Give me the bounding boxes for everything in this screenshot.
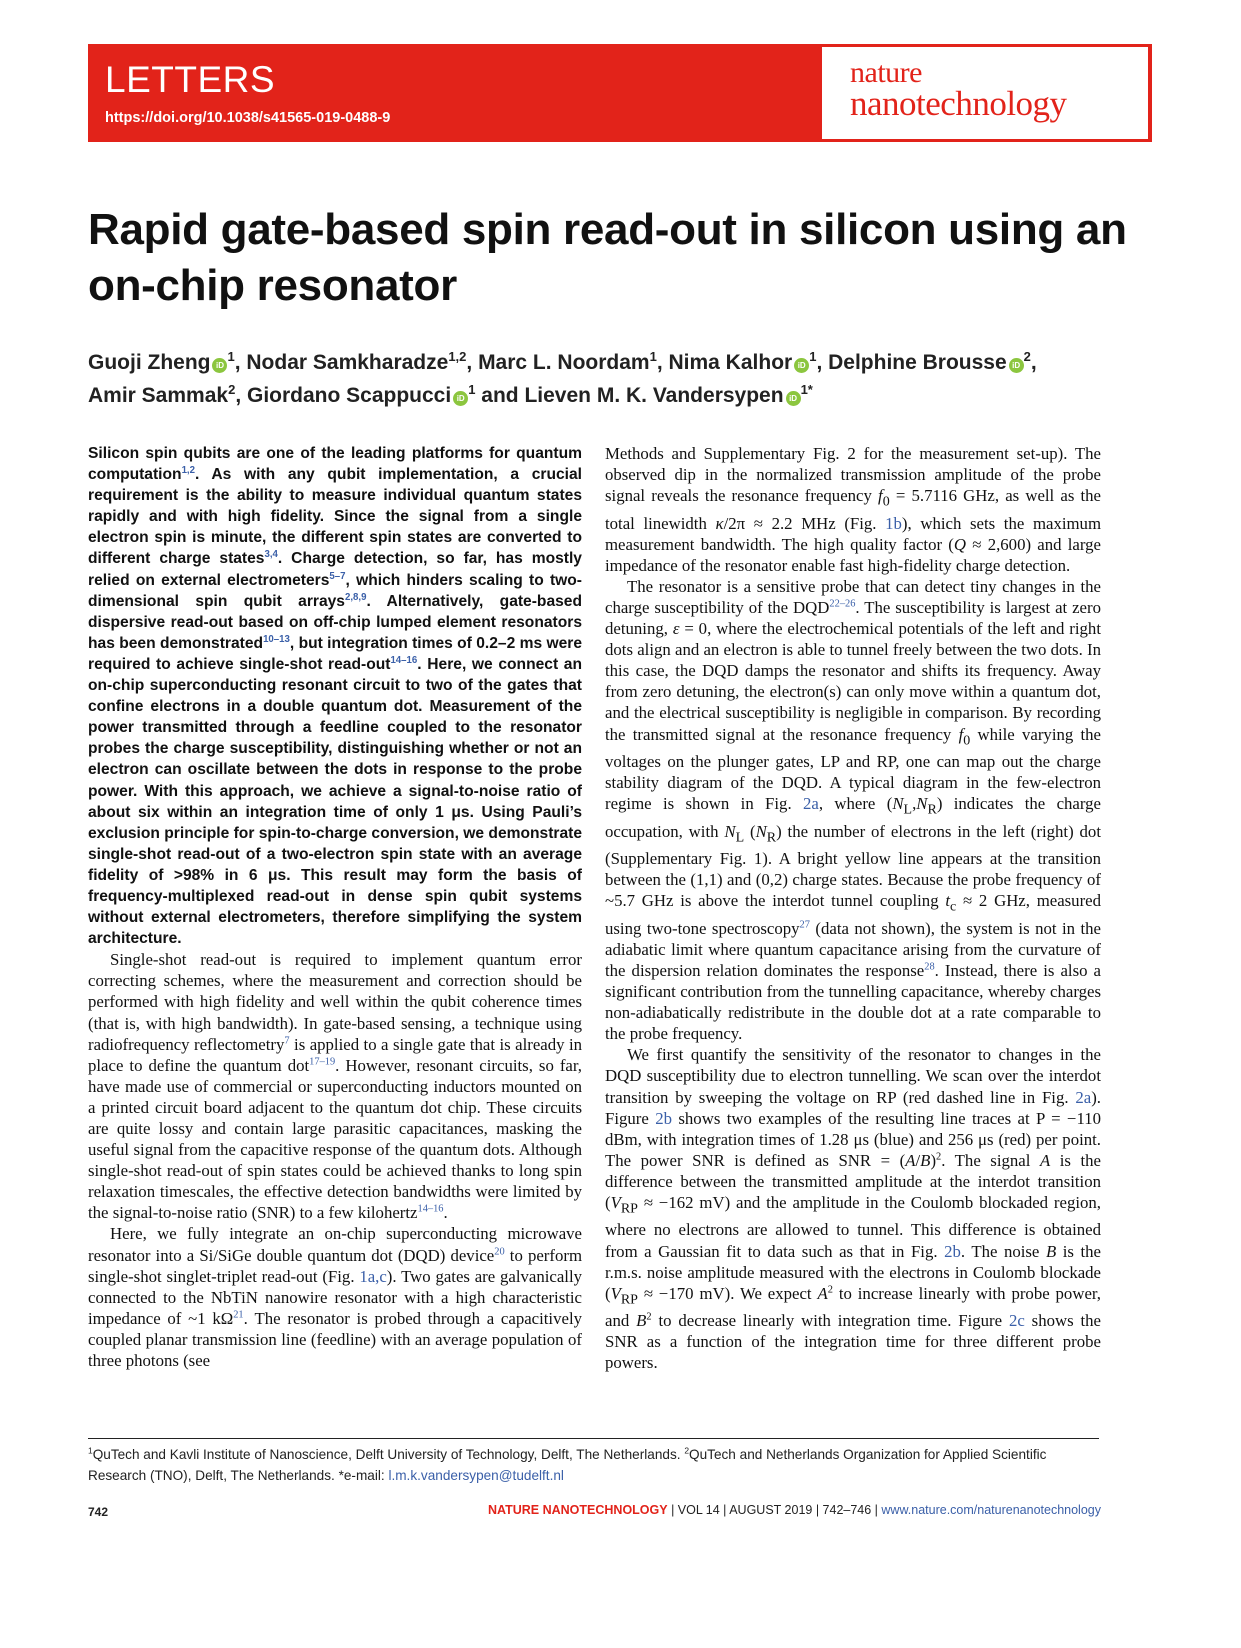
journal-logo-line1: nature <box>850 56 922 89</box>
paragraph: The resonator is a sensitive probe that can detect tiny changes in the charge susceptibility of the DQD$^{22-26}$. The susceptibility is largest at zero detuning, ε = 0, where the electrochemical potentials of the left and right dots align and an electron is able to tunnel freely between the two dots. In this case, the DQD damps the resonator and shifts its frequency. Away from zero detuning, the electron(s) can only move within a quantum dot, and the electrical susceptibility is negligible in comparison. By recording the transmitted signal at the resonance frequency $f_0$ while varying the voltages on the plunger gates, LP and RP, one can map out the charge stability diagram of the DQD. A typical diagram in the few-electron regime is shown in Fig. 2a, where $(N_L,N_R)$ indicates the charge occupation, with $N_L$ $(N_R)$ the number of electrons in the left (right) dot (Supplementary Fig. 1). A bright yellow line appears at the transition between the (1,1) and (0,2) charge states. Because the probe frequency of ~5.7 GHz is above the interdot tunnel coupling $t_c \approx 2$ GHz, measured using two-tone spectroscopy$^{27}$ (data not shown), the system is not in the adiabatic limit where quantum capacitance arising from the curvature of the dispersion relation dominates the response$^{28}$. Instead, there is also a significant contribution from the tunnelling capacitance, whereby charges non-adiabatically redistribute in the double dot at a rate comparable to the probe frequency. <box>605 576 1102 1044</box>
footnote-divider <box>88 1438 1099 1439</box>
article-title: Rapid gate-based spin read-out in silicon using an on-chip resonator <box>88 205 1127 310</box>
body-column-right <box>605 443 1101 1373</box>
journal-logo <box>822 47 1148 139</box>
section-label: LETTERS <box>105 59 276 100</box>
author[interactable]: Marc L. Noordam$^1$ <box>478 349 657 374</box>
page-number: 742 <box>88 1505 109 1519</box>
orcid-icon[interactable]: iD <box>786 391 801 406</box>
journal-logo-line2: nanotechnology <box>850 84 1067 123</box>
paragraph: Methods and Supplementary Fig. 2 for the measurement set-up). The observed dip in the normalized transmission amplitude of the probe signal reveals the resonance frequency $f_0 = 5.7116$ GHz, as well as the total linewidth κ/2π ≈ 2.2 MHz (Fig. 1b), which sets the maximum measurement bandwidth. The high quality factor (Q ≈ 2,600) and large impedance of the resonator enable fast high-fidelity charge detection. <box>605 444 1102 575</box>
orcid-icon[interactable]: iD <box>453 391 468 406</box>
orcid-icon[interactable]: iD <box>794 358 809 373</box>
author[interactable]: Lieven M. K. Vandersypen $iD^{1*}$ <box>524 382 813 407</box>
author[interactable]: Guoji Zheng $iD^1$ <box>88 349 235 374</box>
author[interactable]: Nodar Samkharadze$^{1,2}$ <box>246 349 467 374</box>
journal-footer: NATURE NANOTECHNOLOGY | VOL 14 | AUGUST 2019 | 742–746 | www.nature.com/naturenanotechnology <box>487 1503 1101 1517</box>
body-column-left <box>88 443 582 1371</box>
author-list: Guoji Zheng $iD^1$, Nodar Samkharadze$^{1,2}$, Marc L. Noordam$^1$, Nima Kalhor $iD^1$, Delphine Brousse $iD^2$, Amir Sammak$^2$, Giordano Scappucci $iD^1$ and Lieven M. K. Vandersypen $iD^{1*}$ <box>88 349 1037 407</box>
paragraph: We first quantify the sensitivity of the resonator to changes in the DQD susceptibility due to electron tunnelling. We scan over the interdot transition by sweeping the voltage on RP (red dashed line in Fig. 2a). Figure 2b shows two examples of the resulting line traces at P = −110 dBm, with integration times of 1.28 μs (blue) and 256 μs (red) per point. The power SNR is defined as SNR = $(A/B)^2$. The signal A is the difference between the transmitted amplitude at the interdot transition ($V_{RP} \approx -162$ mV) and the amplitude in the Coulomb blockaded region, where no electrons are allowed to tunnel. This difference is obtained from a Gaussian fit to data such as that in Fig. 2b. The noise B is the r.m.s. noise amplitude measured with the electrons in Coulomb blockade ($V_{RP} \approx -170$ mV). We expect $A^2$ to increase linearly with probe power, and $B^2$ to decrease linearly with integration time. Figure 2c shows the SNR as a function of the integration time for three different probe powers. <box>605 1045 1102 1373</box>
paragraph: Here, we fully integrate an on-chip superconducting microwave resonator into a Si/SiGe double quantum dot (DQD) device$^{20}$ to perform single-shot singlet-triplet read-out (Fig. 1a,c). Two gates are galvanically connected to the NbTiN nanowire resonator with a high characteristic impedance of ~1 $k\Omega^{21}$. The resonator is probed through a capacitively coupled planar transmission line (feedline) with an average population of three photons (see <box>88 1224 582 1371</box>
paragraph: Single-shot read-out is required to implement quantum error correcting schemes, where the measurement and correction should be performed with high fidelity and well within the qubit coherence times (that is, with high bandwidth). In gate-based sensing, a technique using radiofrequency reflectometry$^7$ is applied to a single gate that is already in place to define the quantum dot$^{17-19}$. However, resonant circuits, so far, have made use of commercial or superconducting inductors mounted on a printed circuit board adjacent to the quantum dot chip. These circuits are quite lossy and contain large parasitic capacitances, masking the useful signal from the capacitive response of the quantum dots. Although single-shot read-out of spin states could be achieved thanks to long spin relaxation timescales, the effective detection bandwidths were limited by the signal-to-noise ratio (SNR) to a few kilohertz$^{14-16}$. <box>88 950 582 1223</box>
abstract: Silicon spin qubits are one of the leading platforms for quantum computation$^{1,2}$. As with any qubit implementation, a crucial requirement is the ability to measure individual quantum states rapidly and with high fidelity. Since the signal from a single electron spin is minute, the different spin states are converted to different charge states$^{3,4}$. Charge detection, so far, has mostly relied on external electrometers$^{5-7}$, which hinders scaling to two-dimensional spin qubit arrays$^{2,8,9}$. Alternatively, gate-based dispersive read-out based on off-chip lumped element resonators has been demonstrated$^{10-13}$, but integration times of 0.2–2 ms were required to achieve single-shot read-out$^{14-16}$. Here, we connect an on-chip superconducting resonant circuit to two of the gates that confine electrons in a double quantum dot. Measurement of the power transmitted through a feedline coupled to the resonator probes the charge susceptibility, distinguishing whether or not an electron can oscillate between the dots in response to the probe power. With this approach, we achieve a signal-to-noise ratio of about six within an integration time of only 1 μs. Using Pauli’s exclusion principle for spin-to-charge conversion, we demonstrate single-shot read-out of a two-electron spin state with an average fidelity of >98% in 6 μs. This result may form the basis of frequency-multiplexed read-out in dense spin qubit systems without external electrometers, therefore simplifying the system architecture. <box>88 445 582 948</box>
orcid-icon[interactable]: iD <box>1009 358 1024 373</box>
author[interactable]: Delphine Brousse $iD^2$ <box>828 349 1031 374</box>
affiliations: $^1$QuTech and Kavli Institute of Nanoscience, Delft University of Technology, Delft, The Netherlands. $^2$QuTech and Netherlands Organization for Applied Scientific Research (TNO), Delft, The Netherlands. *e-mail: l.m.k.vandersypen@tudelft.nl <box>88 1445 1047 1483</box>
doi-link[interactable]: https://doi.org/10.1038/s41565-019-0488-9 <box>105 110 391 126</box>
author[interactable]: Giordano Scappucci $iD^1$ <box>246 382 476 407</box>
journal-url-link[interactable]: www.nature.com/naturenanotechnology <box>881 1503 1101 1517</box>
orcid-icon[interactable]: iD <box>212 358 227 373</box>
header-banner <box>88 44 1152 142</box>
author[interactable]: Nima Kalhor $iD^1$ <box>668 349 817 374</box>
author[interactable]: Amir Sammak$^2$ <box>88 382 236 407</box>
email-link[interactable]: l.m.k.vandersypen@tudelft.nl <box>388 1468 564 1483</box>
